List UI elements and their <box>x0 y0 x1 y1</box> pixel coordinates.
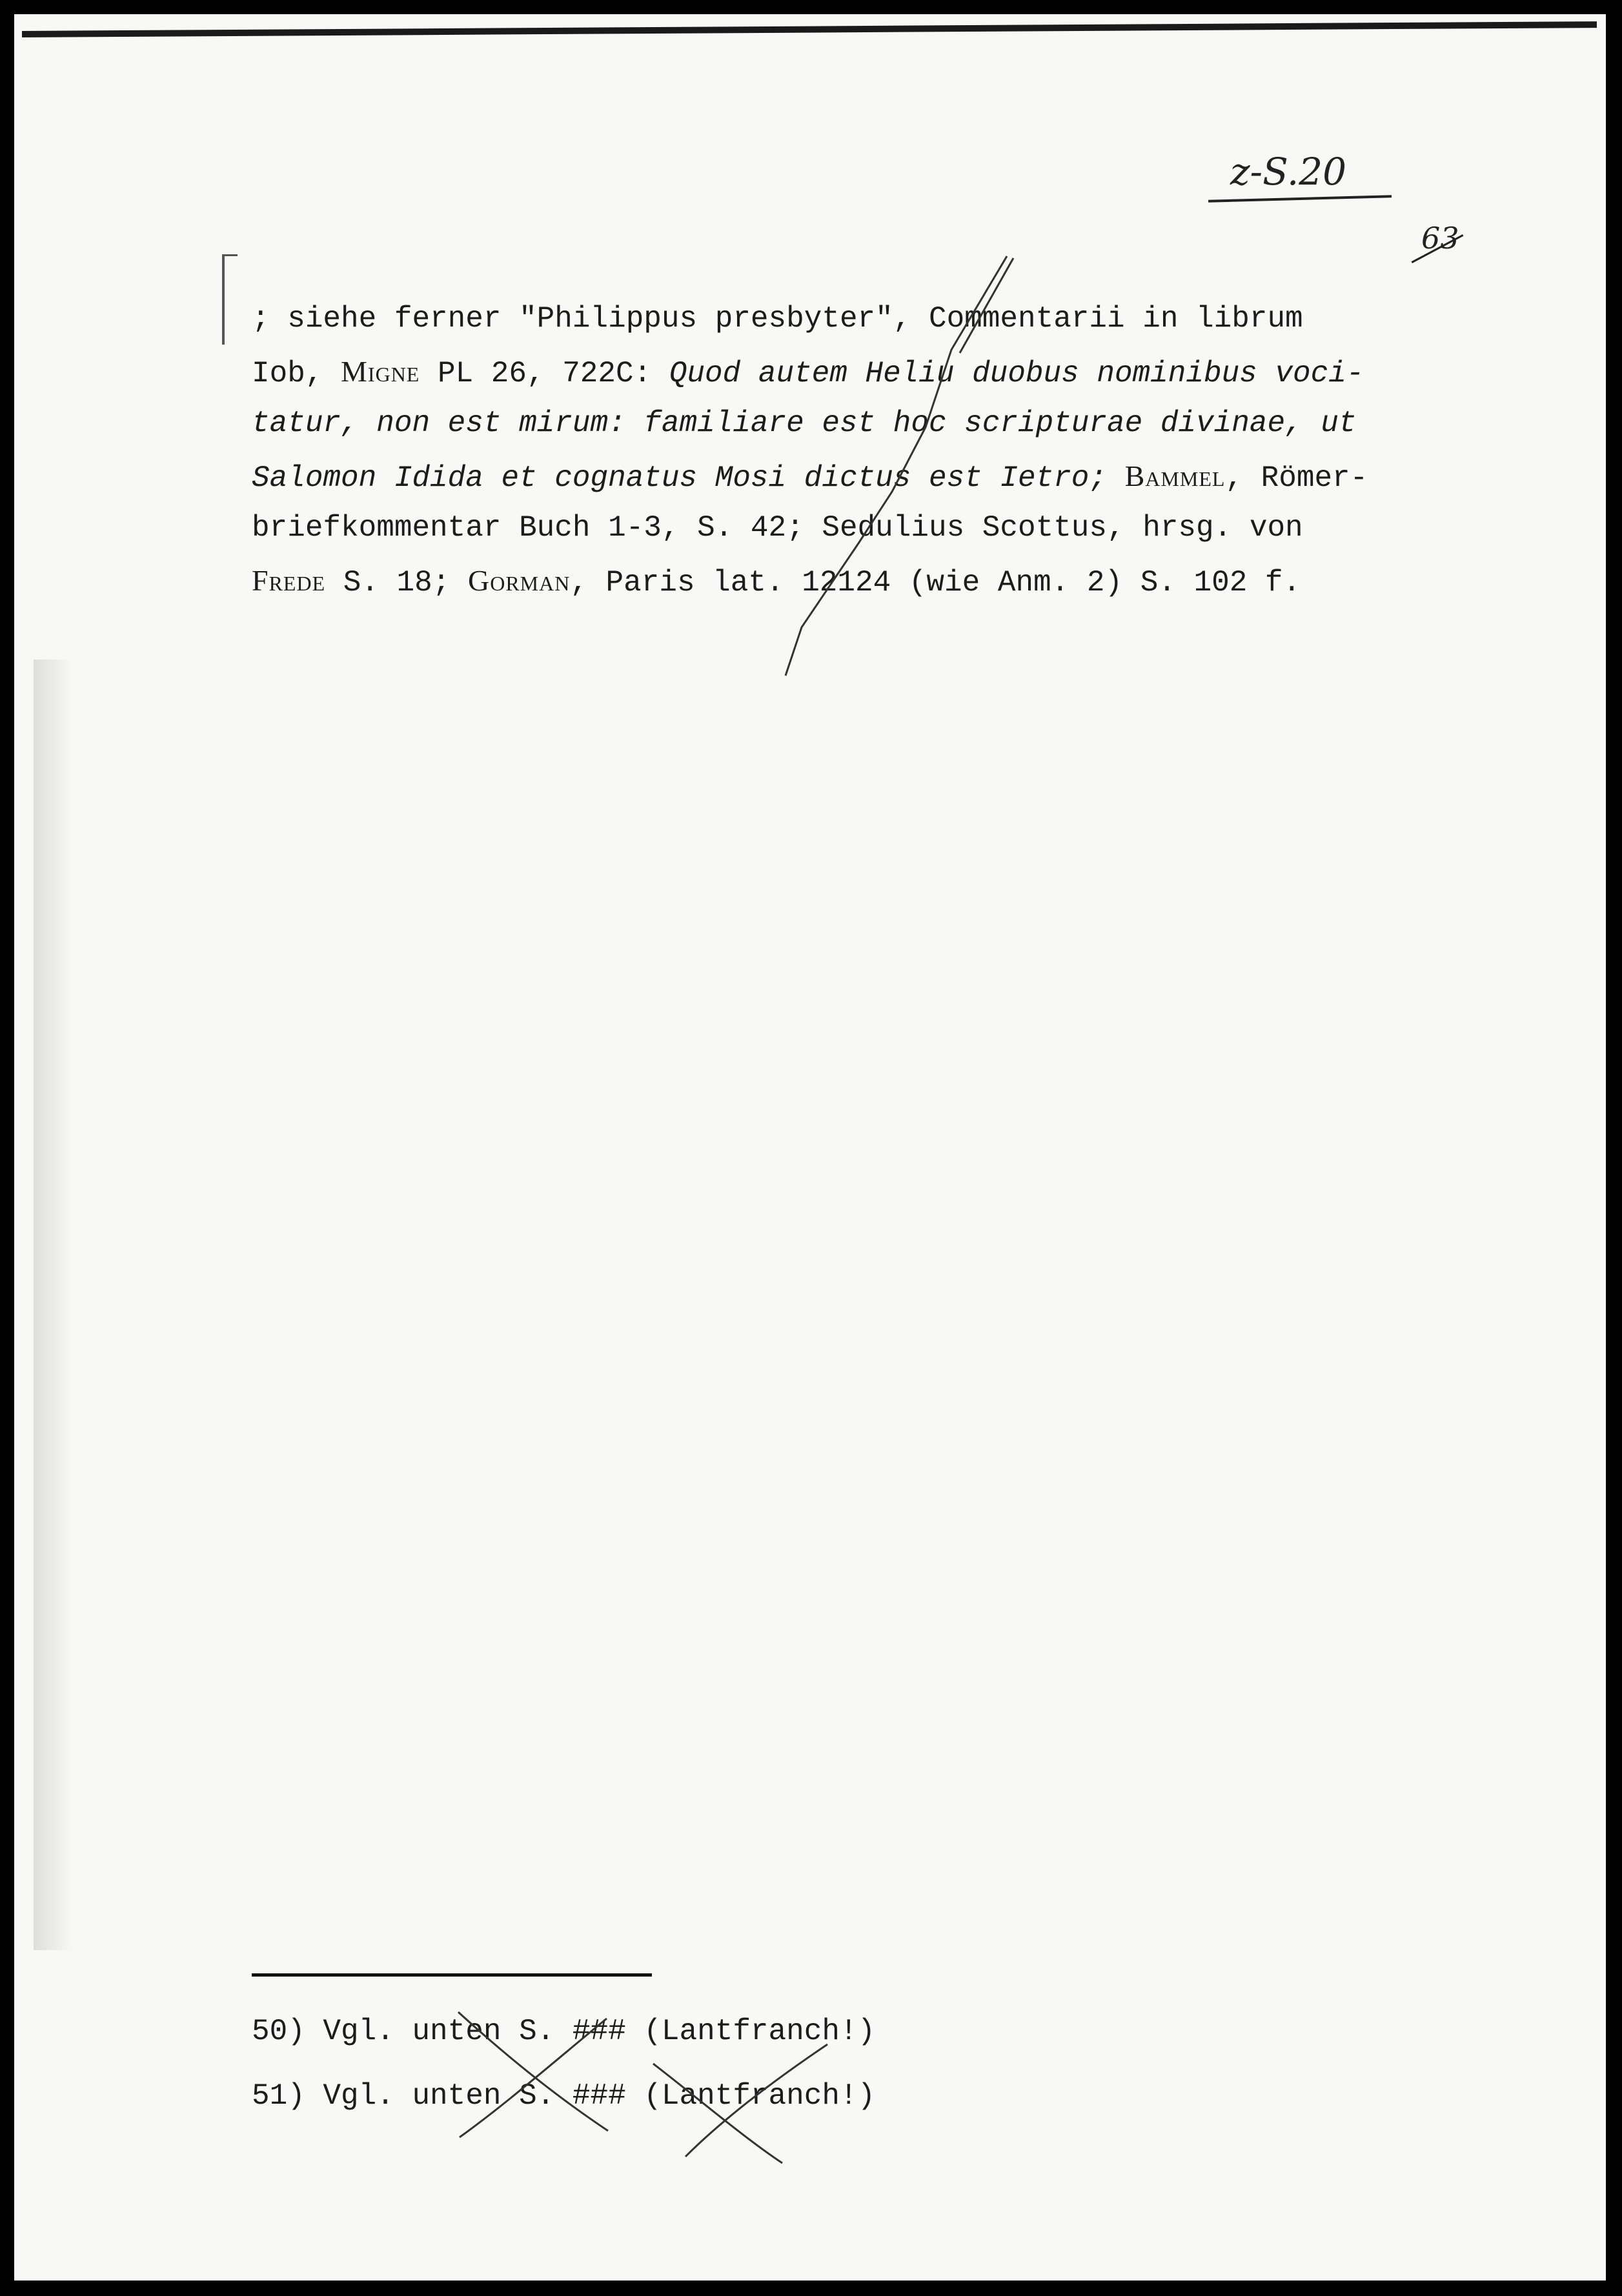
text-line-3: tatur, non est mirum: familiare est hoc scripturae divinae, ut <box>252 407 1357 440</box>
latin-quote: Quod autem Heliu duobus nominibus voci- <box>669 357 1364 390</box>
cross-out-stroke <box>653 2064 782 2163</box>
diagonal-strike-line <box>786 256 1007 676</box>
latin-quote: Salomon Idida et cognatus Mosi dictus est Ietro; <box>252 461 1108 495</box>
handwritten-page-number: 63 <box>1421 221 1459 256</box>
footnote-51: 51) Vgl. unten S. ### (Lantfranch!) <box>252 2079 876 2113</box>
author-name: Migne <box>341 355 420 388</box>
handwritten-strike-marks <box>14 14 1606 2281</box>
footnote-50: 50) Vgl. unten S. ### (Lantfranch!) <box>252 2015 876 2048</box>
text-run: PL 26, 722C: <box>420 357 669 390</box>
cross-out-stroke <box>685 2044 827 2157</box>
text-line-5: briefkommentar Buch 1-3, S. 42; Sedulius Scottus, hrsg. von <box>252 511 1303 545</box>
diagonal-strike-line-short <box>960 258 1013 353</box>
text-run: , Römer- <box>1225 461 1368 495</box>
text-run: Iob, <box>252 357 341 390</box>
author-name: Gorman <box>467 564 571 597</box>
handwritten-page-reference: z-S.20 <box>1230 150 1347 194</box>
text-line-1: ; siehe ferner "Philippus presbyter", Commentarii in librum <box>252 302 1303 336</box>
cross-out-stroke <box>458 2012 608 2131</box>
text-run: S. 18; <box>325 566 468 599</box>
author-name: Frede <box>252 564 326 597</box>
text-run: , Paris lat. 12124 (wie Anm. 2) S. 102 f. <box>570 566 1301 599</box>
document-page <box>14 14 1606 2281</box>
author-name: Bammel <box>1124 459 1226 492</box>
cross-out-stroke <box>460 2019 607 2137</box>
